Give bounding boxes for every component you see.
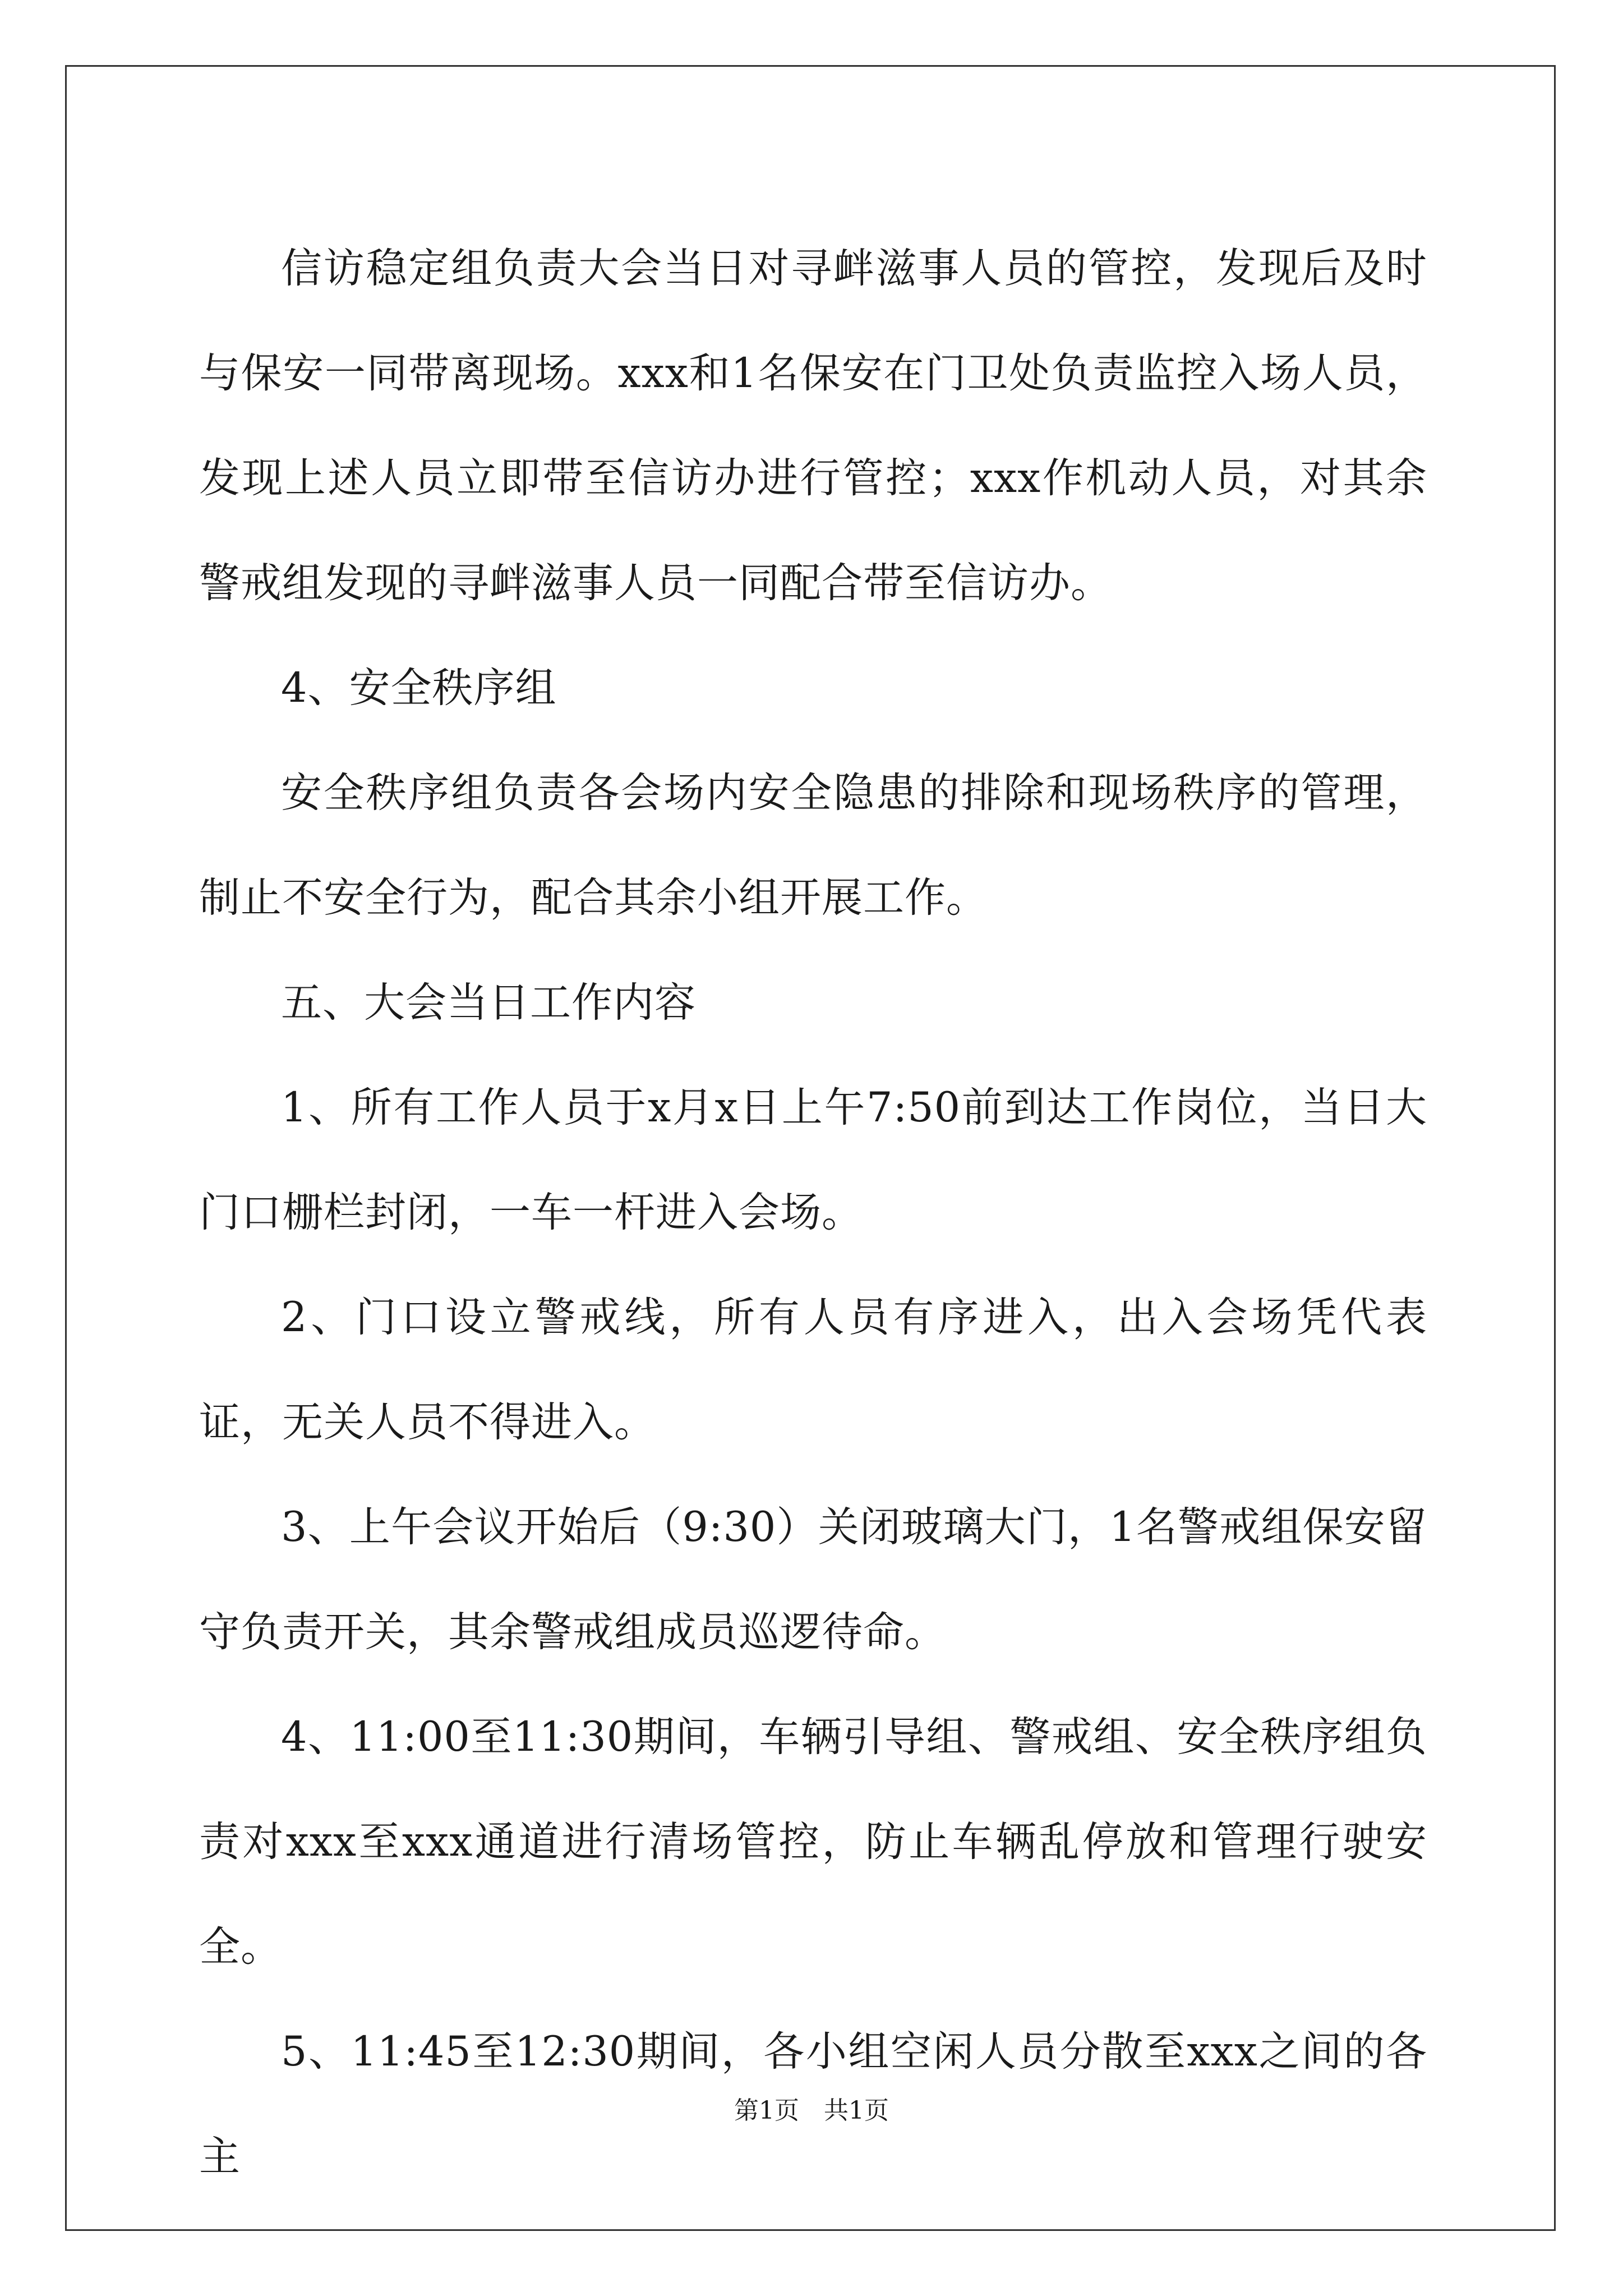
page-total: 共1页: [824, 2096, 889, 2125]
paragraph: 2、门口设立警戒线，所有人员有序进入，出入会场凭代表证，无关人员不得进入。: [199, 1294, 1427, 1446]
section-heading: 4、安全秩序组: [281, 664, 557, 712]
paragraph: 安全秩序组负责各会场内安全隐患的排除和现场秩序的管理，制止不安全行为，配合其余小组开展工作。: [199, 769, 1427, 922]
paragraph: 信访稳定组负责大会当日对寻衅滋事人员的管控，发现后及时与保安一同带离现场。xxx和1名保安在门卫处负责监控入场人员，发现上述人员立即带至信访办进行管控；xxx作机动人员，对其余警戒组发现的寻衅滋事人员一同配合带至信访办。: [199, 245, 1427, 607]
paragraph: 4、11:00至11:30期间，车辆引导组、警戒组、安全秩序组负责对xxx至xxx通道进行清场管控，防止车辆乱停放和管理行驶安全。: [199, 1713, 1427, 1971]
paragraph: 5、11:45至12:30期间，各小组空闲人员分散至xxx之间的各主: [199, 2028, 1427, 2180]
page-footer: [0, 2094, 1623, 2128]
paragraph: 1、所有工作人员于x月x日上午7:50前到达工作岗位，当日大门口栅栏封闭，一车一杆进入会场。: [199, 1084, 1427, 1236]
page-number: 第1页: [734, 2096, 799, 2125]
paragraph: 3、上午会议开始后（9:30）关闭玻璃大门，1名警戒组保安留守负责开关，其余警戒组成员巡逻待命。: [199, 1503, 1427, 1656]
section-heading: 五、大会当日工作内容: [281, 979, 696, 1027]
document-body: [199, 216, 1427, 2209]
